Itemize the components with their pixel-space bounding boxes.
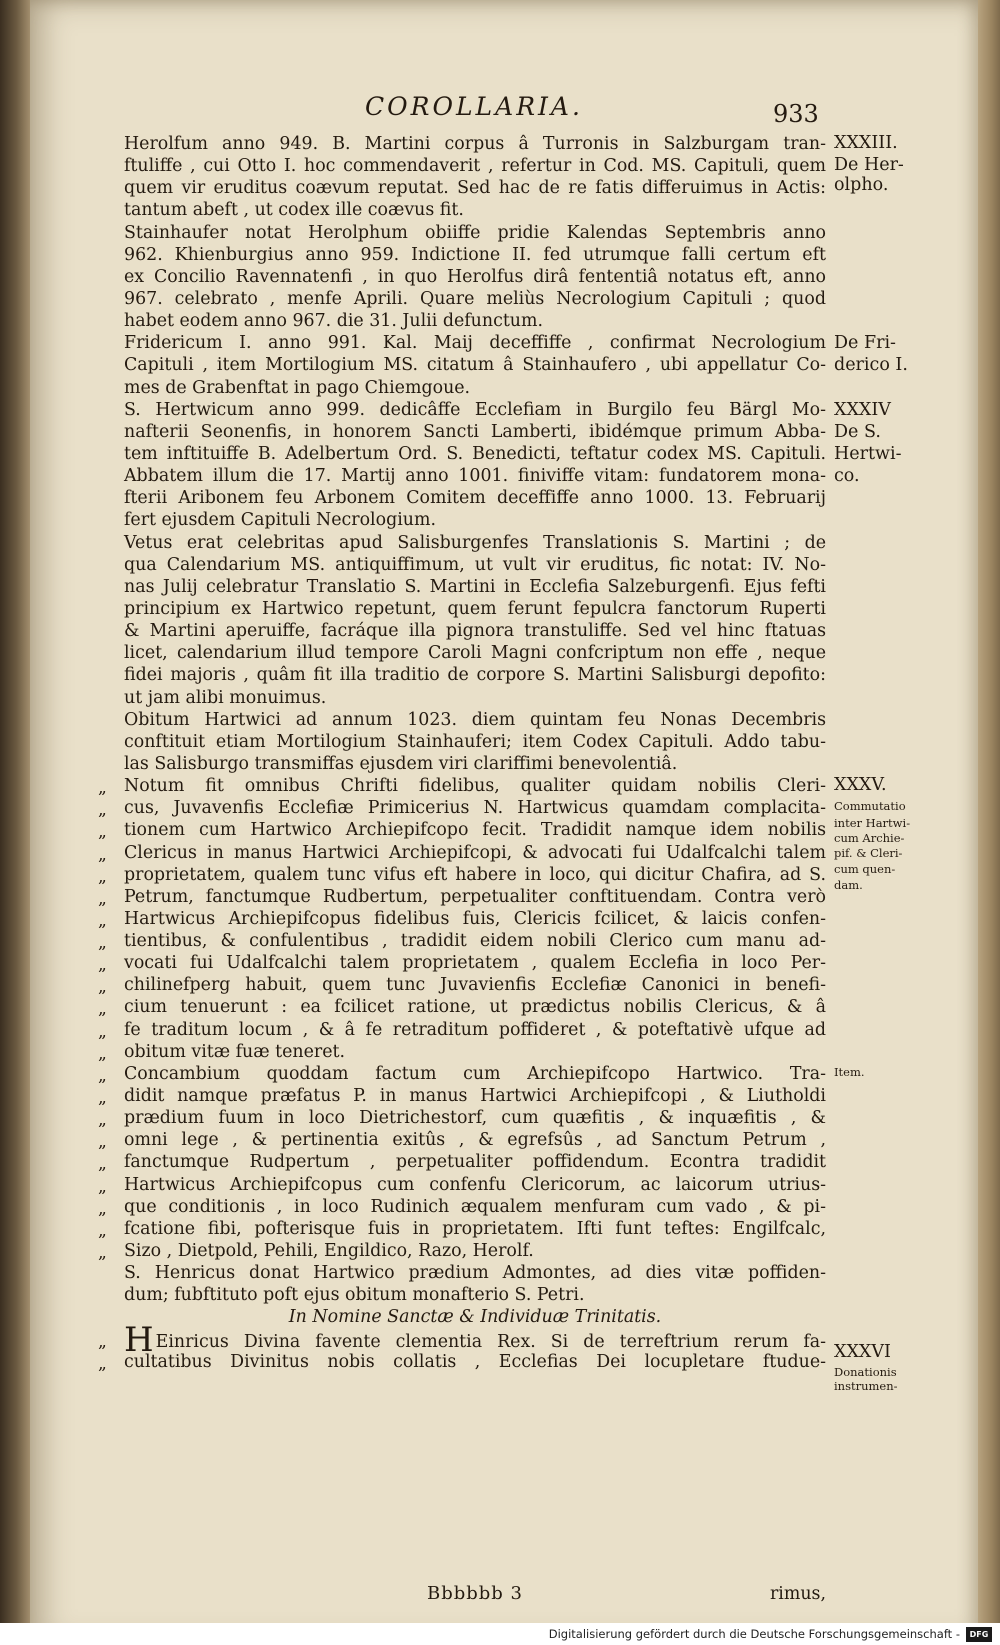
- margin-note: XXXV.: [834, 775, 887, 795]
- line-text: fanctumque Rudpertum , perpetualiter poffidendum. Econtra tradidit: [124, 1152, 826, 1173]
- line-text: S. Hertwicum anno 999. dedicâffe Ecclefiam in Burgilo feu Bärgl Mo-: [124, 399, 826, 420]
- text-line: [124, 554, 826, 576]
- text-line: [124, 664, 826, 686]
- dfg-logo: DFG: [966, 1627, 992, 1642]
- line-text: tantum abeft , ut codex ille coævus fit.: [124, 200, 464, 221]
- margin-note: Donationis: [834, 1365, 897, 1379]
- text-line: [124, 709, 826, 731]
- quote-mark: „: [98, 800, 107, 821]
- text-line: [124, 1284, 826, 1306]
- quote-mark: „: [98, 1353, 107, 1374]
- margin-note: instrumen-: [834, 1379, 898, 1393]
- line-text: Einricus Divina favente clementia Rex. Si de terreftrium rerum fa-: [155, 1331, 826, 1352]
- margin-note: De Fri-: [834, 333, 896, 353]
- line-text: Petrum, fanctumque Rudbertum, perpetualiter conftituendam. Contra verò: [124, 886, 826, 907]
- line-text: fterii Aribonem feu Arbonem Comitem deceffiffe anno 1000. 13. Februarij: [124, 488, 826, 509]
- line-text: cus, Juvavenfis Ecclefiæ Primicerius N. Hartwicus quamdam complacita-: [124, 798, 826, 819]
- quote-mark: „: [98, 933, 107, 954]
- digitization-footer: [0, 1623, 1000, 1645]
- margin-note: inter Hartwi-: [834, 816, 911, 830]
- line-text: prædium fuum in loco Dietrichestorf, cum quæfitis , & inquæfitis , &: [124, 1108, 826, 1129]
- line-text: ftuliffe , cui Otto I. hoc commendaverit , refertur in Cod. MS. Capituli, quem: [124, 156, 826, 177]
- text-line: [124, 133, 826, 155]
- line-text: cultatibus Divinitus nobis collatis , Ecclefias Dei locupletare ftudue-: [124, 1351, 826, 1372]
- text-line: [124, 532, 826, 554]
- line-text: ut jam alibi monuimus.: [124, 687, 327, 708]
- text-line: [98, 1107, 826, 1131]
- line-text: S. Henricus donat Hartwico prædium Admontes, ad dies vitæ poffiden-: [124, 1263, 826, 1284]
- line-text: Abbatem illum die 17. Martij anno 1001. finiviffe vitam: fundatorem mona-: [124, 466, 826, 487]
- text-line: [124, 509, 826, 531]
- text-line: [124, 399, 826, 421]
- line-text: vocati fui Udalfcalchi talem proprietatem , qualem Ecclefia in loco Per-: [124, 953, 826, 974]
- book-page: [30, 0, 978, 1645]
- text-line: [124, 310, 826, 332]
- line-text: Fridericum I. anno 991. Kal. Maij deceffiffe , confirmat Necrologium: [124, 333, 826, 354]
- text-line: [98, 1041, 826, 1064]
- quote-mark: „: [98, 1043, 107, 1064]
- text-line: [124, 642, 826, 664]
- quote-mark: „: [98, 866, 107, 887]
- text-line: [124, 753, 826, 775]
- line-text: fcatione fibi, pofterisque fuis in proprietatem. Ifti funt teftes: Engilfcalc,: [124, 1218, 826, 1239]
- text-line: [98, 952, 826, 976]
- line-text: principium ex Hartwico repetunt, quem ferunt fepulcra fanctorum Ruperti: [124, 598, 826, 619]
- line-text: habet eodem anno 967. die 31. Julii defunctum.: [124, 311, 544, 332]
- text-line: [98, 886, 826, 909]
- text-line: [98, 819, 826, 843]
- text-line: [124, 1262, 826, 1284]
- line-text: cium tenuerunt : ea fcilicet ratione, ut prædictus nobilis Clericus, & â: [124, 997, 826, 1018]
- text-line: [98, 908, 826, 931]
- text-line: [98, 1019, 826, 1042]
- main-text-block: [98, 133, 826, 1604]
- quote-mark: „: [98, 822, 107, 843]
- line-text: qua Calendarium MS. antiquiffimum, ut vult vir eruditus, fic notat: IV. No-: [124, 554, 826, 575]
- line-text: tem inftituiffe B. Adelbertum Ord. S. Benedicti, teftatur codex MS. Capituli.: [124, 443, 826, 464]
- quote-mark: „: [98, 1065, 107, 1086]
- line-text: nafterii Seonenfis, in honorem Sancti Lamberti, ibidémque primum Abba-: [124, 421, 826, 442]
- quote-mark: „: [98, 1176, 107, 1197]
- margin-note: Hertwi-: [834, 444, 902, 464]
- text-line: [98, 974, 826, 998]
- line-text: mes de Grabenftat in pago Chiemgoue.: [124, 377, 471, 398]
- text-line: [124, 576, 826, 598]
- line-text: las Salisburgo transmiffas ejusdem viri clariffimi benevolentiâ.: [124, 753, 678, 774]
- text-line: [124, 354, 826, 376]
- margin-note: cum Archie-: [834, 831, 905, 845]
- text-line: [124, 443, 826, 465]
- text-line: [98, 1319, 826, 1360]
- text-line: [124, 598, 826, 620]
- line-text: tientibus, & confulentibus , tradidit eidem nobili Clerico cum manu ad-: [124, 931, 826, 952]
- line-text: obitum vitæ fuæ teneret.: [124, 1041, 346, 1062]
- quote-mark: „: [98, 977, 107, 998]
- text-line: [98, 996, 826, 1020]
- quote-mark: „: [98, 888, 107, 909]
- quote-mark: „: [98, 1021, 107, 1042]
- text-line: [124, 1306, 826, 1328]
- line-text: chilinefperg habuit, quem tunc Juvavienfis Ecclefiæ Canonici in benefi-: [124, 975, 826, 996]
- text-line: [98, 1129, 826, 1153]
- margin-note: XXXIV: [834, 400, 891, 420]
- text-line: [124, 155, 826, 177]
- line-text: conftituit etiam Mortilogium Stainhauferi; item Codex Capituli. Addo tabu-: [124, 731, 826, 752]
- text-line: [124, 177, 826, 199]
- line-text: omni lege , & pertinentia exitûs , & egrefsûs , ad Sanctum Petrum ,: [124, 1130, 826, 1151]
- text-line: [98, 797, 826, 821]
- margin-note: De S.: [834, 422, 881, 442]
- line-text: fert ejusdem Capituli Necrologium.: [124, 510, 436, 531]
- text-line: [124, 222, 826, 244]
- margin-note: XXXIII.: [834, 133, 898, 153]
- line-text: Obitum Hartwici ad annum 1023. diem quintam feu Nonas Decembris: [124, 709, 826, 730]
- text-line: [98, 1085, 826, 1109]
- running-title: COROLLARIA.: [365, 92, 583, 121]
- quote-mark: „: [98, 844, 107, 865]
- drop-cap: H: [124, 1319, 154, 1360]
- quote-mark: „: [98, 1088, 107, 1109]
- quote-mark: „: [98, 1220, 107, 1241]
- line-text: 962. Khienburgius anno 959. Indictione II. fed utrumque falli certum eft: [124, 244, 826, 265]
- text-line: [98, 1351, 826, 1374]
- line-text: dum; fubftituto poft ejus obitum monafterio S. Petri.: [124, 1285, 585, 1306]
- line-text: licet, calendarium illud tempore Caroli Magni confcriptum non effe , neque: [124, 643, 826, 664]
- signature-mark: Bbbbbb 3: [426, 1583, 523, 1604]
- page-number: 933: [773, 100, 819, 128]
- text-line: [98, 1151, 826, 1175]
- line-text: Clericus in manus Hartwici Archiepifcopi, & advocati fui Udalfcalchi talem: [124, 842, 826, 863]
- text-line: [124, 731, 826, 753]
- margin-note: XXXVI: [834, 1342, 891, 1362]
- line-text: Stainhaufer notat Herolphum obiiffe pridie Kalendas Septembris anno: [124, 222, 826, 243]
- text-line: [124, 377, 826, 399]
- quote-mark: „: [98, 999, 107, 1020]
- line-text: que conditionis , in loco Rudinich æqualem menfuram cum vado , & pi-: [124, 1196, 826, 1217]
- margin-note: Item.: [834, 1065, 865, 1079]
- line-text: Capituli , item Mortilogium MS. citatum â Stainhaufero , ubi appellatur Co-: [124, 355, 826, 376]
- line-text: In Nomine Sanctæ & Individuæ Trinitatis.: [288, 1307, 662, 1328]
- margin-note: co.: [834, 466, 860, 486]
- margin-note: derico I.: [834, 355, 908, 375]
- text-line: [124, 421, 826, 443]
- line-text: tionem cum Hartwico Archiepifcopo fecit. Tradidit namque idem nobilis: [124, 820, 826, 841]
- quote-mark: „: [98, 955, 107, 976]
- text-line: [124, 332, 826, 354]
- text-line: [124, 288, 826, 310]
- line-text: Hartwicus Archiepifcopus cum confenfu Clericorum, ac laicorum utrius-: [124, 1174, 826, 1195]
- text-line: [98, 775, 826, 799]
- margin-note: olpho.: [834, 175, 889, 195]
- line-text: fe traditum locum , & â fe retraditum poffideret , & poteftativè ufque ad: [124, 1019, 826, 1040]
- catchword: rimus,: [769, 1584, 826, 1604]
- text-line: [124, 620, 826, 642]
- quote-mark: „: [98, 1132, 107, 1153]
- line-text: Hartwicus Archiepifcopus fidelibus fuis, Clericis fcilicet, & laicis confen-: [124, 908, 826, 929]
- quote-mark: „: [98, 1198, 107, 1219]
- line-text: Sizo , Dietpold, Pehili, Engildico, Razo, Herolf.: [124, 1241, 534, 1262]
- text-line: [124, 465, 826, 487]
- margin-note: De Her-: [834, 155, 904, 175]
- text-line: [98, 842, 826, 865]
- quote-mark: „: [98, 1154, 107, 1175]
- text-line: [124, 244, 826, 266]
- line-text: Herolfum anno 949. B. Martini corpus â Turronis in Salzburgam tran-: [124, 134, 826, 154]
- text-line: [98, 1063, 826, 1086]
- text-line: [98, 1196, 826, 1219]
- line-text: didit namque præfatus P. in manus Hartwici Archiepifcopi , & Liutholdi: [124, 1086, 826, 1107]
- line-text: 967. celebrato , menfe Aprili. Quare meliùs Necrologium Capituli ; quod: [124, 288, 826, 309]
- line-text: fidei majoris , quâm fit illa traditio de corpore S. Martini Salisburgi depofito:: [124, 665, 826, 686]
- text-line: [124, 487, 826, 509]
- line-text: Notum fit omnibus Chrifti fidelibus, qualiter quidam nobilis Cleri-: [124, 776, 826, 797]
- margin-note: Commutatio: [834, 799, 906, 813]
- margin-note: dam.: [834, 878, 863, 892]
- quote-mark: „: [98, 778, 107, 799]
- line-text: Vetus erat celebritas apud Salisburgenfes Translationis S. Martini ; de: [124, 532, 826, 553]
- footer-credit: Digitalisierung gefördert durch die Deutsche Forschungsgemeinschaft -: [548, 1627, 960, 1641]
- line-text: Concambium quoddam factum cum Archiepifcopo Hartwico. Tra-: [124, 1063, 826, 1084]
- text-line: [98, 864, 826, 887]
- text-line: [98, 1218, 826, 1241]
- line-text: & Martini aperuiffe, facráque illa pignora transtuliffe. Sed vel hinc ftatuas: [124, 621, 826, 642]
- text-line: [98, 1240, 826, 1264]
- quote-mark: „: [98, 1331, 107, 1352]
- text-line: [98, 930, 826, 954]
- text-line: [124, 199, 826, 221]
- text-line: [124, 687, 826, 709]
- quote-mark: „: [98, 910, 107, 931]
- text-line: [98, 1174, 826, 1197]
- line-text: nas Julij celebratur Translatio S. Martini in Ecclefia Salzeburgenfi. Ejus fefti: [124, 576, 826, 597]
- line-text: ex Concilio Ravennatenfi , in quo Herolfus dirâ fententiâ notatus eft, anno: [124, 266, 826, 287]
- quote-mark: „: [98, 1110, 107, 1131]
- line-text: quem vir eruditus coævum reputat. Sed hac de re fatis differuimus in Actis:: [124, 178, 826, 199]
- page-edge-stack: [978, 0, 1000, 1645]
- text-line: [124, 266, 826, 288]
- book-spine-shadow: [0, 0, 30, 1645]
- quote-mark: „: [98, 1243, 107, 1264]
- margin-note: pif. & Cleri-: [834, 846, 903, 860]
- line-text: proprietatem, qualem tunc vifus eft habere in loco, qui dicitur Chafira, ad S.: [124, 864, 826, 885]
- margin-note: cum quen-: [834, 862, 896, 876]
